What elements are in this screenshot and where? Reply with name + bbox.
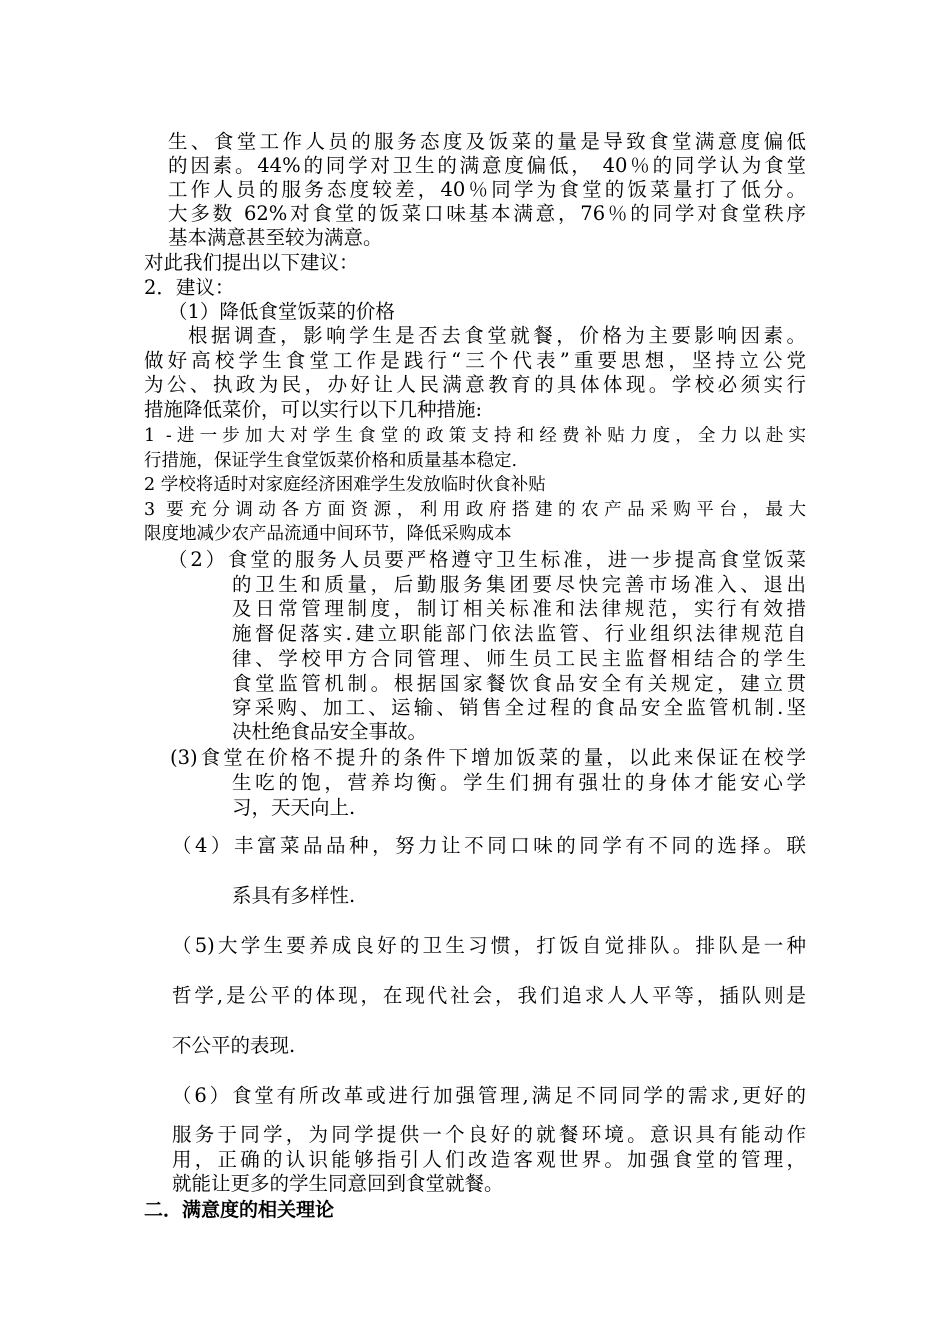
text-line: 限度地减少农产品流通中间环节，降低采购成本 — [144, 524, 512, 544]
section-heading: 二．满意度的相关理论 — [144, 1199, 335, 1221]
text-line: 生吃的饱，营养均衡。学生们拥有强壮的身体才能安心学 — [232, 771, 806, 794]
subsection-title: （1）降低食堂饭菜的价格 — [168, 300, 395, 323]
text-line: 习，天天向上. — [232, 796, 356, 819]
text-line: (3)食堂在价格不提升的条件下增加饭菜的量，以此来保证在校学 — [170, 746, 806, 769]
text-line: 行措施，保证学生食堂饭菜价格和质量基本稳定. — [144, 451, 518, 471]
text-line: 穿采购、加工、运输、销售全过程的食品安全监管机制.坚 — [232, 696, 806, 719]
text-line: 用，正确的认识能够指引人们改造客观世界。加强食堂的管理， — [172, 1148, 806, 1171]
text-line: （4）丰富菜品品种，努力让不同口味的同学有不同的选择。联 — [172, 834, 806, 857]
text-line: 系具有多样性. — [232, 884, 356, 907]
text-line: 施督促落实.建立职能部门依法监管、行业组织法律规范自 — [232, 622, 806, 645]
text-line: 就能让更多的学生同意回到食堂就餐。 — [172, 1172, 504, 1195]
text-line: 做好高校学生食堂工作是践行“三个代表”重要思想，坚持立公党 — [144, 349, 806, 372]
text-line: 为公、执政为民，办好让人民满意教育的具体体现。学校必须实行 — [144, 373, 806, 396]
text-line: 工作人员的服务态度较差，40％同学为食堂的饭菜量打了低分。 — [168, 178, 806, 201]
text-line: 措施降低菜价，可以实行以下几种措施: — [144, 398, 483, 421]
text-line: 大多数 62%对食堂的饭菜口味基本满意，76％的同学对食堂秩序 — [168, 202, 806, 225]
text-line: 决杜绝食品安全事故。 — [232, 720, 428, 743]
text-line: 根据调查，影响学生是否去食堂就餐，价格为主要影响因素。 — [188, 324, 806, 347]
text-line: 的卫生和质量，后勤服务集团要尽快完善市场准入、退出 — [232, 573, 806, 596]
text-line: 1 -进一步加大对学生食堂的政策支持和经费补贴力度，全力以赴实 — [144, 426, 806, 446]
text-line: 对此我们提出以下建议： — [144, 251, 359, 274]
text-line: （6）食堂有所改革或进行加强管理,满足不同同学的需求,更好的 — [172, 1084, 806, 1107]
text-line: 不公平的表现. — [172, 1034, 296, 1057]
text-line: 2 学校将适时对家庭经济困难学生发放临时伙食补贴 — [144, 475, 546, 495]
text-line: （2）食堂的服务人员要严格遵守卫生标准，进一步提高食堂饭菜 — [168, 548, 806, 571]
text-line: （5)大学生要养成良好的卫生习惯，打饭自觉排队。排队是一种 — [172, 934, 806, 957]
text-line: 3 要充分调动各方面资源，利用政府搭建的农产品采购平台，最大 — [144, 500, 806, 520]
section-label: 2．建议： — [144, 276, 235, 299]
text-line: 服务于同学，为同学提供一个良好的就餐环境。意识具有能动作 — [172, 1123, 806, 1146]
text-line: 生、食堂工作人员的服务态度及饭菜的量是导致食堂满意度偏低 — [168, 130, 806, 153]
text-line: 的因素。44%的同学对卫生的满意度偏低， 40％的同学认为食堂 — [168, 154, 806, 177]
text-line: 及日常管理制度，制订相关标准和法律规范，实行有效措 — [232, 597, 806, 620]
text-line: 律、学校甲方合同管理、师生员工民主监督相结合的学生 — [232, 647, 806, 670]
text-line: 食堂监管机制。根据国家餐饮食品安全有关规定，建立贯 — [232, 672, 806, 695]
text-line: 哲学,是公平的体现，在现代社会，我们追求人人平等，插队则是 — [172, 984, 806, 1007]
text-line: 基本满意甚至较为满意。 — [168, 226, 383, 249]
